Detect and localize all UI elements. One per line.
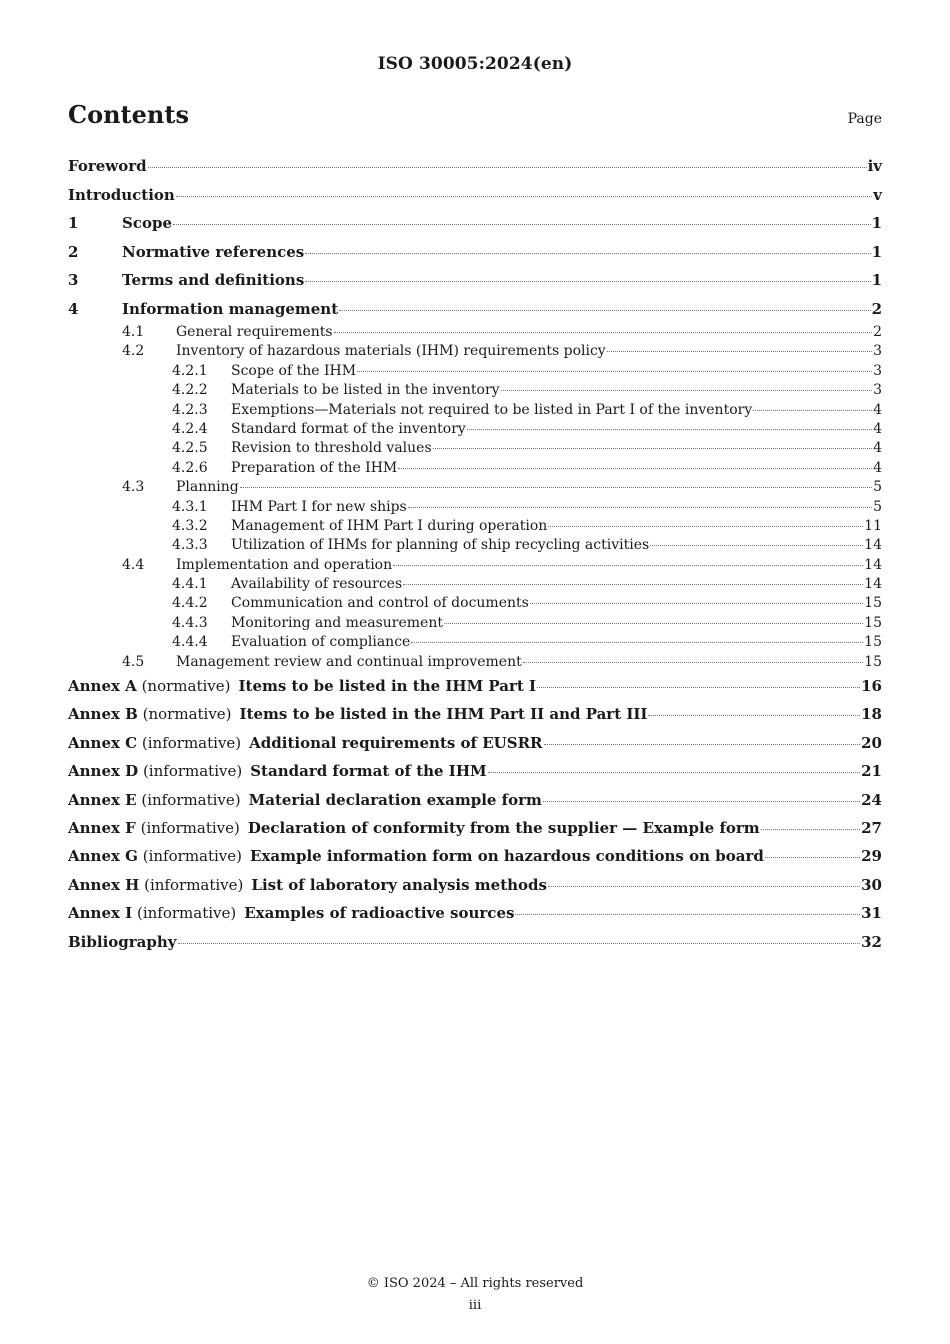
toc-entry-page: 15 xyxy=(864,634,882,651)
annex-kind: (informative) xyxy=(141,733,242,752)
annex-label: Annex A xyxy=(68,677,137,696)
toc-entry-title xyxy=(68,757,487,786)
annex-kind: (normative) xyxy=(142,705,232,724)
annex-kind: (informative) xyxy=(142,847,243,866)
toc-entry-page: 5 xyxy=(873,498,882,515)
dot-leader xyxy=(523,662,863,663)
toc-entry-number: 4.2.4 xyxy=(172,420,208,437)
toc-entry-number: 4.3 xyxy=(122,479,145,496)
toc-entry[interactable] xyxy=(68,323,882,342)
toc-entry-number: 1 xyxy=(68,214,79,232)
toc-entry[interactable] xyxy=(68,459,882,478)
toc-entry-page: 14 xyxy=(864,537,882,554)
toc-entry-page: 18 xyxy=(861,705,882,724)
toc-entry-page: 5 xyxy=(873,479,882,496)
toc-entry-title xyxy=(68,672,536,701)
toc-entry-page: 4 xyxy=(873,459,882,476)
dot-leader xyxy=(648,715,860,716)
toc-entry[interactable] xyxy=(68,439,882,458)
toc-annex-entry[interactable] xyxy=(68,814,882,842)
dot-leader xyxy=(761,829,860,830)
annex-title: Declaration of conformity from the supplier — Example form xyxy=(247,818,760,837)
dot-leader xyxy=(178,943,861,944)
toc-entry-page: 4 xyxy=(873,401,882,418)
annex-label: Annex C xyxy=(68,733,138,752)
toc-entry-page: 1 xyxy=(871,271,882,289)
toc-entry-title: Introduction xyxy=(68,185,175,204)
dot-leader xyxy=(530,603,863,604)
dot-leader xyxy=(411,642,863,643)
table-of-contents xyxy=(68,152,882,956)
dot-leader xyxy=(398,468,872,469)
toc-entry[interactable] xyxy=(68,614,882,633)
toc-entry-title xyxy=(68,871,547,900)
annex-label: Annex D xyxy=(68,762,139,781)
toc-entry-page: 4 xyxy=(873,420,882,437)
dot-leader xyxy=(548,886,860,887)
toc-entry-page: 32 xyxy=(861,932,882,951)
toc-entry-page: 24 xyxy=(861,790,882,809)
annex-kind: (informative) xyxy=(142,762,243,781)
toc-entry[interactable] xyxy=(68,238,882,267)
annex-kind: (informative) xyxy=(136,904,237,923)
toc-entry-title: Exemptions—Materials not required to be listed in Part I of the inventory xyxy=(231,401,753,418)
toc-entry-title: Information management xyxy=(122,299,339,318)
toc-entry[interactable] xyxy=(68,266,882,295)
toc-entry-title: Communication and control of documents xyxy=(231,595,529,612)
annex-title: Material declaration example form xyxy=(248,790,542,809)
dot-leader xyxy=(650,545,863,546)
toc-entry-page: 29 xyxy=(861,847,882,866)
copyright-footer: © ISO 2024 – All rights reserved xyxy=(366,1276,584,1291)
toc-entry-page: iv xyxy=(867,157,882,175)
dot-leader xyxy=(148,167,867,168)
toc-entry-page: v xyxy=(873,185,882,204)
dot-leader xyxy=(488,772,861,773)
toc-entry-page: 20 xyxy=(861,733,882,752)
annex-kind: (normative) xyxy=(141,677,231,696)
dot-leader xyxy=(607,351,872,352)
toc-entry-title: General requirements xyxy=(176,324,333,340)
annex-title: Additional requirements of EUSRR xyxy=(249,733,543,752)
toc-entry[interactable] xyxy=(68,517,882,536)
toc-entry-number: 4.4 xyxy=(122,556,145,573)
annex-kind: (informative) xyxy=(141,790,241,809)
toc-entry-page: 11 xyxy=(864,517,882,534)
toc-entry-title xyxy=(68,700,647,729)
toc-entry-title: Implementation and operation xyxy=(176,556,393,573)
toc-entry-title xyxy=(68,729,543,758)
toc-entry-page: 3 xyxy=(873,382,882,399)
toc-entry-page: 15 xyxy=(864,614,882,631)
dot-leader xyxy=(176,196,872,197)
toc-entry[interactable] xyxy=(68,653,882,672)
document-id-header: ISO 30005:2024(en) xyxy=(377,54,573,74)
toc-entry-title: Scope xyxy=(122,214,173,232)
toc-entry[interactable] xyxy=(68,478,882,497)
annex-label: Annex E xyxy=(68,790,137,809)
toc-entry-page: 1 xyxy=(871,242,882,261)
toc-entry-title: Materials to be listed in the inventory xyxy=(231,382,500,399)
dot-leader xyxy=(444,623,863,624)
toc-annex-entry[interactable] xyxy=(68,700,882,728)
annex-kind: (informative) xyxy=(144,875,244,894)
toc-entry-title: Foreword xyxy=(68,157,147,175)
dot-leader xyxy=(548,526,863,527)
toc-annex-entry[interactable] xyxy=(68,757,882,785)
annex-label: Annex F xyxy=(68,818,136,837)
page-number: iii xyxy=(468,1298,482,1313)
dot-leader xyxy=(403,584,863,585)
dot-leader xyxy=(765,857,860,858)
toc-entry-page: 30 xyxy=(861,875,882,894)
toc-entry-page: 14 xyxy=(864,576,882,593)
toc-entry-number: 4.2.6 xyxy=(172,459,208,476)
annex-label: Annex I xyxy=(68,904,133,923)
toc-entry[interactable] xyxy=(68,342,882,361)
dot-leader xyxy=(543,801,860,802)
dot-leader xyxy=(334,332,873,333)
toc-entry[interactable] xyxy=(68,633,882,652)
dot-leader xyxy=(433,448,872,449)
toc-entry-page: 31 xyxy=(861,904,882,923)
toc-entry[interactable] xyxy=(68,420,882,439)
toc-entry-title: Availability of resources xyxy=(231,576,403,593)
toc-entry-title: Monitoring and measurement xyxy=(231,614,443,631)
toc-entry[interactable] xyxy=(68,381,882,400)
toc-entry-title: Evaluation of compliance xyxy=(231,634,411,651)
dot-leader xyxy=(173,224,871,225)
toc-entry-title: Standard format of the inventory xyxy=(231,420,466,437)
annex-label: Annex G xyxy=(68,847,138,866)
toc-entry-number: 4.4.3 xyxy=(172,614,208,631)
annex-title: List of laboratory analysis methods xyxy=(251,875,547,894)
toc-entry-number: 4.2.5 xyxy=(172,440,208,457)
toc-entry-title: Management of IHM Part I during operation xyxy=(231,517,548,534)
toc-entry[interactable] xyxy=(68,295,882,324)
toc-entry[interactable] xyxy=(68,556,882,575)
toc-entry-title: Preparation of the IHM xyxy=(231,459,398,476)
dot-leader xyxy=(753,410,872,411)
toc-annex-entry[interactable] xyxy=(68,729,882,757)
toc-entry[interactable] xyxy=(68,209,882,238)
toc-entry-number: 4.5 xyxy=(122,653,145,670)
toc-entry-page: 15 xyxy=(864,653,882,670)
dot-leader xyxy=(357,371,872,372)
toc-entry-number: 4.4.2 xyxy=(172,595,208,612)
dot-leader xyxy=(501,390,873,391)
toc-entry-number: 4.3.3 xyxy=(172,537,208,554)
toc-entry-title: Scope of the IHM xyxy=(231,362,357,379)
dot-leader xyxy=(393,565,863,566)
toc-entry-page: 1 xyxy=(871,214,882,232)
toc-entry-title: Normative references xyxy=(122,242,305,261)
dot-leader xyxy=(240,487,872,488)
page-column-label: Page xyxy=(847,111,882,127)
toc-entry-number: 4.4.4 xyxy=(172,634,208,651)
toc-entry-title xyxy=(68,899,514,928)
annex-title: Examples of radioactive sources xyxy=(244,904,515,923)
toc-entry[interactable] xyxy=(68,594,882,613)
toc-entry-number: 4.3.2 xyxy=(172,517,208,534)
annex-label: Annex H xyxy=(68,875,140,894)
toc-entry[interactable] xyxy=(68,536,882,555)
toc-entry[interactable] xyxy=(68,928,882,957)
contents-title: Contents xyxy=(68,100,189,129)
toc-entry-number: 4.2.2 xyxy=(172,382,208,399)
toc-entry[interactable] xyxy=(68,152,882,181)
toc-entry-page: 14 xyxy=(864,556,882,573)
toc-entry-title: Bibliography xyxy=(68,932,177,951)
toc-entry-number: 4.4.1 xyxy=(172,576,208,593)
toc-entry-page: 2 xyxy=(871,299,882,318)
toc-entry-title: Management review and continual improvement xyxy=(176,653,522,670)
toc-entry[interactable] xyxy=(68,401,882,420)
toc-entry-number: 4.2.3 xyxy=(172,401,208,418)
dot-leader xyxy=(537,687,860,688)
toc-entry-number: 3 xyxy=(68,271,79,289)
toc-entry-page: 3 xyxy=(873,343,882,360)
toc-entry-number: 4.2.1 xyxy=(172,362,208,379)
toc-entry-page: 4 xyxy=(873,440,882,457)
toc-entry-title xyxy=(68,786,542,815)
toc-entry-number: 4.1 xyxy=(122,324,145,340)
dot-leader xyxy=(305,281,870,282)
dot-leader xyxy=(515,914,860,915)
annex-title: Example information form on hazardous conditions on board xyxy=(250,847,764,866)
toc-entry-page: 15 xyxy=(864,595,882,612)
toc-entry-title: Planning xyxy=(176,479,239,496)
toc-entry-title: Revision to threshold values xyxy=(231,440,432,457)
toc-annex-entry[interactable] xyxy=(68,899,882,927)
toc-entry-title: Terms and definitions xyxy=(122,271,305,289)
annex-title: Items to be listed in the IHM Part II and Part III xyxy=(239,705,648,724)
dot-leader xyxy=(305,253,870,254)
toc-entry-title: Inventory of hazardous materials (IHM) requirements policy xyxy=(176,343,606,360)
toc-entry[interactable] xyxy=(68,362,882,381)
toc-entry-page: 2 xyxy=(873,324,882,340)
toc-entry-number: 4.2 xyxy=(122,343,145,360)
toc-entry-number: 4 xyxy=(68,299,79,318)
contents-heading-row xyxy=(68,100,882,129)
toc-entry-page: 27 xyxy=(861,818,882,837)
annex-kind: (informative) xyxy=(140,818,240,837)
toc-entry-title xyxy=(68,842,764,871)
toc-entry-page: 3 xyxy=(873,362,882,379)
dot-leader xyxy=(544,744,861,745)
toc-annex-entry[interactable] xyxy=(68,786,882,814)
toc-entry[interactable] xyxy=(68,498,882,517)
toc-annex-entry[interactable] xyxy=(68,672,882,700)
toc-entry-page: 16 xyxy=(861,677,882,696)
toc-entry[interactable] xyxy=(68,181,882,210)
toc-entry-title xyxy=(68,814,760,843)
toc-annex-entry[interactable] xyxy=(68,842,882,870)
toc-entry-page: 21 xyxy=(861,762,882,781)
dot-leader xyxy=(408,507,872,508)
toc-annex-entry[interactable] xyxy=(68,871,882,899)
dot-leader xyxy=(467,429,872,430)
annex-title: Items to be listed in the IHM Part I xyxy=(238,677,537,696)
dot-leader xyxy=(339,310,870,311)
toc-entry-number: 2 xyxy=(68,242,79,261)
toc-entry-title: IHM Part I for new ships xyxy=(231,498,407,515)
toc-entry[interactable] xyxy=(68,575,882,594)
toc-entry-number: 4.3.1 xyxy=(172,498,208,515)
annex-label: Annex B xyxy=(68,705,138,724)
toc-entry-title: Utilization of IHMs for planning of ship recycling activities xyxy=(231,537,650,554)
annex-title: Standard format of the IHM xyxy=(250,762,487,781)
